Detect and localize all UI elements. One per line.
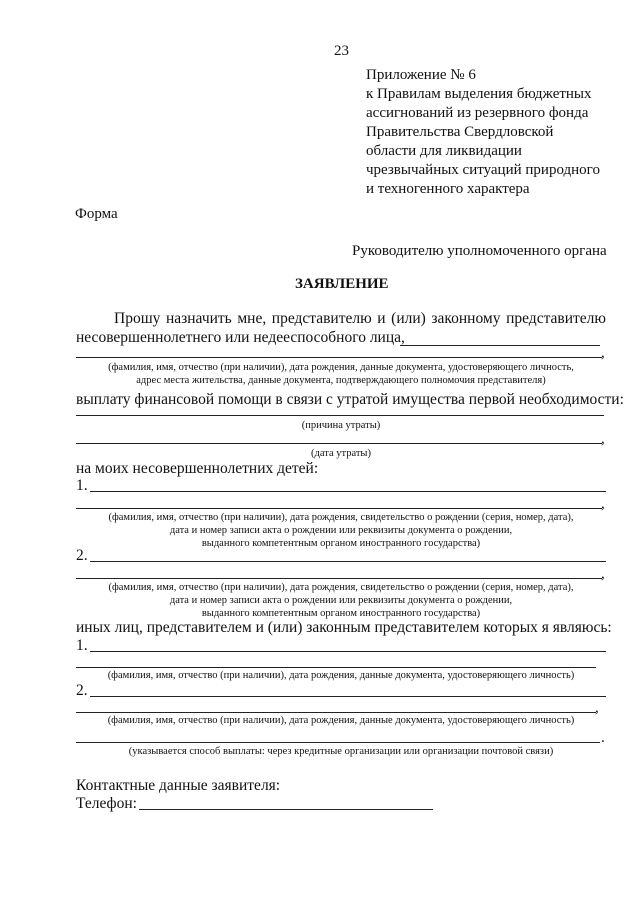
other-number: 2. <box>76 682 88 699</box>
other-number: 1. <box>76 637 88 654</box>
document-title: ЗАЯВЛЕНИЕ <box>295 276 389 292</box>
other-1-field-2[interactable] <box>76 667 596 668</box>
child-number: 2. <box>76 547 88 564</box>
appendix-line: Правительства Свердловской <box>366 124 554 140</box>
other-1-caption: (фамилия, имя, отчество (при наличии), дата рождения, данные документа, удостоверяющего личность) <box>107 670 575 681</box>
child-2-caption-3: выданного компетентным органом иностранного государства) <box>201 608 481 619</box>
page-number: 23 <box>334 43 349 59</box>
loss-date-caption: (дата утраты) <box>311 448 371 459</box>
payment-line: выплату финансовой помощи в связи с утратой имущества первой необходимости: <box>76 391 624 408</box>
child-1-field[interactable] <box>90 491 606 492</box>
appendix-line: чрезвычайных ситуаций природного <box>366 162 600 178</box>
loss-date-field[interactable] <box>76 443 602 444</box>
appendix-line: области для ликвидации <box>366 143 522 159</box>
applicant-caption-1: (фамилия, имя, отчество (при наличии), дата рождения, данные документа, удостоверяющего личность, <box>108 362 574 373</box>
comma: , <box>601 345 605 361</box>
child-1-field-2[interactable] <box>76 508 602 509</box>
form-label: Форма <box>75 206 118 222</box>
comma: , <box>601 431 605 447</box>
appendix-line: и техногенного характера <box>366 181 530 197</box>
child-1-caption-2: дата и номер записи акта о рождении или реквизиты документа о рождении, <box>169 525 513 536</box>
others-heading: иных лиц, представителем и (или) законным представителем которых я являюсь: <box>76 619 612 636</box>
applicant-field-2[interactable] <box>76 357 602 358</box>
children-heading: на моих несовершеннолетних детей: <box>76 460 319 477</box>
payment-method-caption: (указывается способ выплаты: через кредитные организации или организации почтовой связи) <box>128 746 554 757</box>
appendix-line: ассигнований из резервного фонда <box>366 105 589 121</box>
payment-method-field[interactable] <box>76 742 600 743</box>
contacts-heading: Контактные данные заявителя: <box>76 777 281 794</box>
appendix-line: к Правилам выделения бюджетных <box>366 86 592 102</box>
applicant-field[interactable] <box>400 345 600 346</box>
phone-label: Телефон: <box>76 795 137 812</box>
intro-line-1: Прошу назначить мне, представителю и (или) законному представителю <box>114 310 606 327</box>
child-2-field[interactable] <box>90 561 606 562</box>
loss-reason-caption: (причина утраты) <box>301 420 381 431</box>
child-1-caption-3: выданного компетентным органом иностранного государства) <box>201 538 481 549</box>
other-2-field-2[interactable] <box>76 712 596 713</box>
child-2-field-2[interactable] <box>76 578 602 579</box>
intro-line-2: несовершеннолетнего или недееспособного лица, <box>76 329 405 346</box>
loss-reason-field[interactable] <box>76 415 604 416</box>
child-2-caption-2: дата и номер записи акта о рождении или реквизиты документа о рождении, <box>169 595 513 606</box>
comma: , <box>595 700 599 716</box>
addressee: Руководителю уполномоченного органа <box>352 243 607 259</box>
other-2-caption: (фамилия, имя, отчество (при наличии), дата рождения, данные документа, удостоверяющего личность) <box>107 715 575 726</box>
child-1-caption-1: (фамилия, имя, отчество (при наличии), дата рождения, свидетельство о рождении (серия, номер, дата), <box>108 512 574 523</box>
applicant-caption-2: адрес места жительства, данные документа, подтверждающего полномочия представителя) <box>136 375 546 386</box>
child-number: 1. <box>76 477 88 494</box>
comma: , <box>601 496 605 512</box>
phone-field[interactable] <box>139 809 433 810</box>
other-2-field[interactable] <box>90 696 606 697</box>
other-1-field[interactable] <box>90 651 606 652</box>
comma: , <box>601 566 605 582</box>
period: . <box>601 730 605 746</box>
appendix-line: Приложение № 6 <box>366 67 476 83</box>
child-2-caption-1: (фамилия, имя, отчество (при наличии), дата рождения, свидетельство о рождении (серия, номер, дата), <box>108 582 574 593</box>
